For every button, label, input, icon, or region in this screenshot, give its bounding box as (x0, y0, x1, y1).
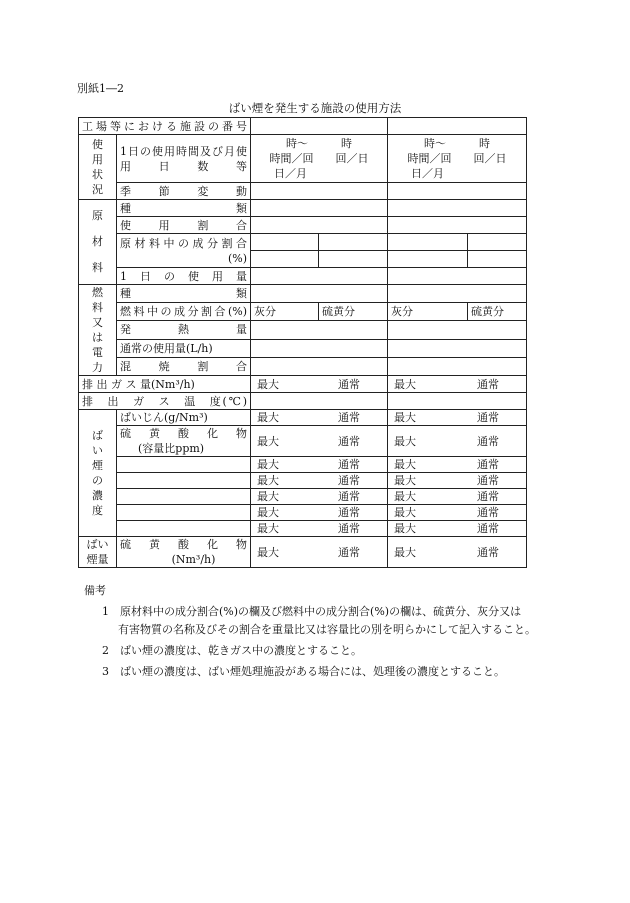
concentration-extra-label-3[interactable] (117, 489, 251, 505)
fuel-usual-label: 通常の使用量(L/h) (117, 339, 251, 357)
raw-material-daily-label: 1 日 の 使 用 量 (117, 268, 251, 285)
raw-material-group-label: 原材料 (79, 200, 117, 285)
note-3: 3 ばい煙の濃度は、ばい煙処理施設がある場合には、処理後の濃度とすること。 (102, 665, 505, 678)
seasonal-variation-label: 季 節 変 動 (117, 183, 251, 200)
document-header: 別紙1―2 (77, 82, 124, 95)
raw-material-component-cell-b1[interactable] (319, 234, 388, 251)
sox-concentration-cell-1[interactable]: 最大 通常 (251, 426, 388, 457)
fuel-kind-cell-2[interactable] (388, 285, 527, 303)
dust-label: ばいじん(g/Nm³) (117, 410, 251, 426)
concentration-group-label: ばい煙の濃度 (79, 410, 117, 537)
notes-heading: 備考 (84, 584, 106, 597)
note-2: 2 ばい煙の濃度は、乾きガス中の濃度とすること。 (102, 644, 362, 657)
concentration-extra-label-5[interactable] (117, 521, 251, 537)
fuel-usual-cell-1[interactable] (251, 339, 388, 357)
concentration-extra-label-4[interactable] (117, 505, 251, 521)
amount-group-label: ばい煙量 (79, 537, 117, 568)
seasonal-variation-cell-2[interactable] (388, 183, 527, 200)
facility-number-cell-2[interactable] (388, 118, 527, 135)
fuel-ash-cell-1[interactable]: 灰分 (251, 303, 319, 321)
sox-amount-label: 硫 黄 酸 化 物 (Nm³/h) (117, 537, 251, 568)
concentration-extra-label-1[interactable] (117, 457, 251, 473)
fuel-kind-label: 種 類 (117, 285, 251, 303)
concentration-extra-cell-5b[interactable]: 最大 通常 (388, 521, 527, 537)
fuel-heat-cell-1[interactable] (251, 321, 388, 339)
sox-concentration-label: 硫 黄 酸 化 物 (容量比ppm) (117, 426, 251, 457)
concentration-extra-label-2[interactable] (117, 473, 251, 489)
gas-temperature-cell-2[interactable] (388, 393, 527, 410)
operating-hours-label: 1日の使用時間及び月使 用 日 数 等 (117, 135, 251, 183)
raw-material-component-label: 原材料中の成分割合 (%) (117, 234, 251, 268)
usage-group-label: 使用状況 (79, 135, 117, 200)
fuel-heat-label: 発 熱 量 (117, 321, 251, 339)
gas-temperature-cell-1[interactable] (251, 393, 388, 410)
facility-number-cell-1[interactable] (251, 118, 388, 135)
fuel-mix-label: 混 焼 割 合 (117, 357, 251, 375)
notes-section (84, 580, 548, 682)
fuel-usual-cell-2[interactable] (388, 339, 527, 357)
fuel-kind-cell-1[interactable] (251, 285, 388, 303)
note-1: 1 原材料中の成分割合(%)の欄及び燃料中の成分割合(%)の欄は、硫黄分、灰分又は (102, 605, 522, 618)
raw-material-component-cell-a1[interactable] (251, 234, 319, 251)
concentration-extra-cell-4a[interactable]: 最大 通常 (251, 505, 388, 521)
sox-amount-cell-1[interactable]: 最大 通常 (251, 537, 388, 568)
raw-material-kind-label: 種 類 (117, 200, 251, 217)
raw-material-component-cell-c1[interactable] (388, 234, 468, 251)
concentration-extra-cell-1a[interactable]: 最大 通常 (251, 457, 388, 473)
fuel-component-label: 燃料中の成分割合(%) (117, 303, 251, 321)
facility-number-label: 工場等における施設の番号 (79, 118, 251, 135)
raw-material-ratio-cell-1[interactable] (251, 217, 388, 234)
seasonal-variation-cell-1[interactable] (251, 183, 388, 200)
concentration-extra-cell-1b[interactable]: 最大 通常 (388, 457, 527, 473)
concentration-extra-cell-3b[interactable]: 最大 通常 (388, 489, 527, 505)
note-1-continued: 有害物質の名称及びその割合を重量比又は容量比の別を明らかにして記入すること。 (118, 623, 536, 636)
gas-volume-cell-1[interactable]: 最大 通常 (251, 376, 388, 393)
concentration-extra-cell-2b[interactable]: 最大 通常 (388, 473, 527, 489)
concentration-extra-cell-2a[interactable]: 最大 通常 (251, 473, 388, 489)
raw-material-ratio-cell-2[interactable] (388, 217, 527, 234)
dust-cell-1[interactable]: 最大 通常 (251, 410, 388, 426)
concentration-extra-cell-3a[interactable]: 最大 通常 (251, 489, 388, 505)
raw-material-component-cell-d1[interactable] (468, 234, 527, 251)
fuel-ash-cell-2[interactable]: 灰分 (388, 303, 468, 321)
raw-material-daily-cell-1[interactable] (251, 268, 388, 285)
operating-hours-cell-2[interactable]: 時～ 時 時間／回 回／日 日／月 (388, 135, 527, 183)
raw-material-component-cell-a2[interactable] (251, 251, 319, 268)
usage-form-table (78, 117, 527, 568)
fuel-group-label: 燃料又は電力 (79, 285, 117, 376)
raw-material-kind-cell-1[interactable] (251, 200, 388, 217)
dust-cell-2[interactable]: 最大 通常 (388, 410, 527, 426)
gas-volume-label: 排 出 ガ ス 量(Nm³/h) (79, 376, 251, 393)
document-title: ばい煙を発生する施設の使用方法 (228, 101, 402, 115)
raw-material-ratio-label: 使 用 割 合 (117, 217, 251, 234)
raw-material-daily-cell-2[interactable] (388, 268, 527, 285)
sox-amount-cell-2[interactable]: 最大 通常 (388, 537, 527, 568)
gas-volume-cell-2[interactable]: 最大 通常 (388, 376, 527, 393)
raw-material-component-cell-c2[interactable] (388, 251, 468, 268)
concentration-extra-cell-5a[interactable]: 最大 通常 (251, 521, 388, 537)
concentration-extra-cell-4b[interactable]: 最大 通常 (388, 505, 527, 521)
fuel-mix-cell-2[interactable] (388, 357, 527, 375)
gas-temperature-label: 排 出 ガ ス 温 度(℃) (79, 393, 251, 410)
raw-material-kind-cell-2[interactable] (388, 200, 527, 217)
fuel-heat-cell-2[interactable] (388, 321, 527, 339)
fuel-sulfur-cell-1[interactable]: 硫黄分 (319, 303, 388, 321)
operating-hours-cell-1[interactable]: 時～ 時 時間／回 回／日 日／月 (251, 135, 388, 183)
raw-material-component-cell-d2[interactable] (468, 251, 527, 268)
fuel-mix-cell-1[interactable] (251, 357, 388, 375)
raw-material-component-cell-b2[interactable] (319, 251, 388, 268)
fuel-sulfur-cell-2[interactable]: 硫黄分 (468, 303, 527, 321)
sox-concentration-cell-2[interactable]: 最大 通常 (388, 426, 527, 457)
